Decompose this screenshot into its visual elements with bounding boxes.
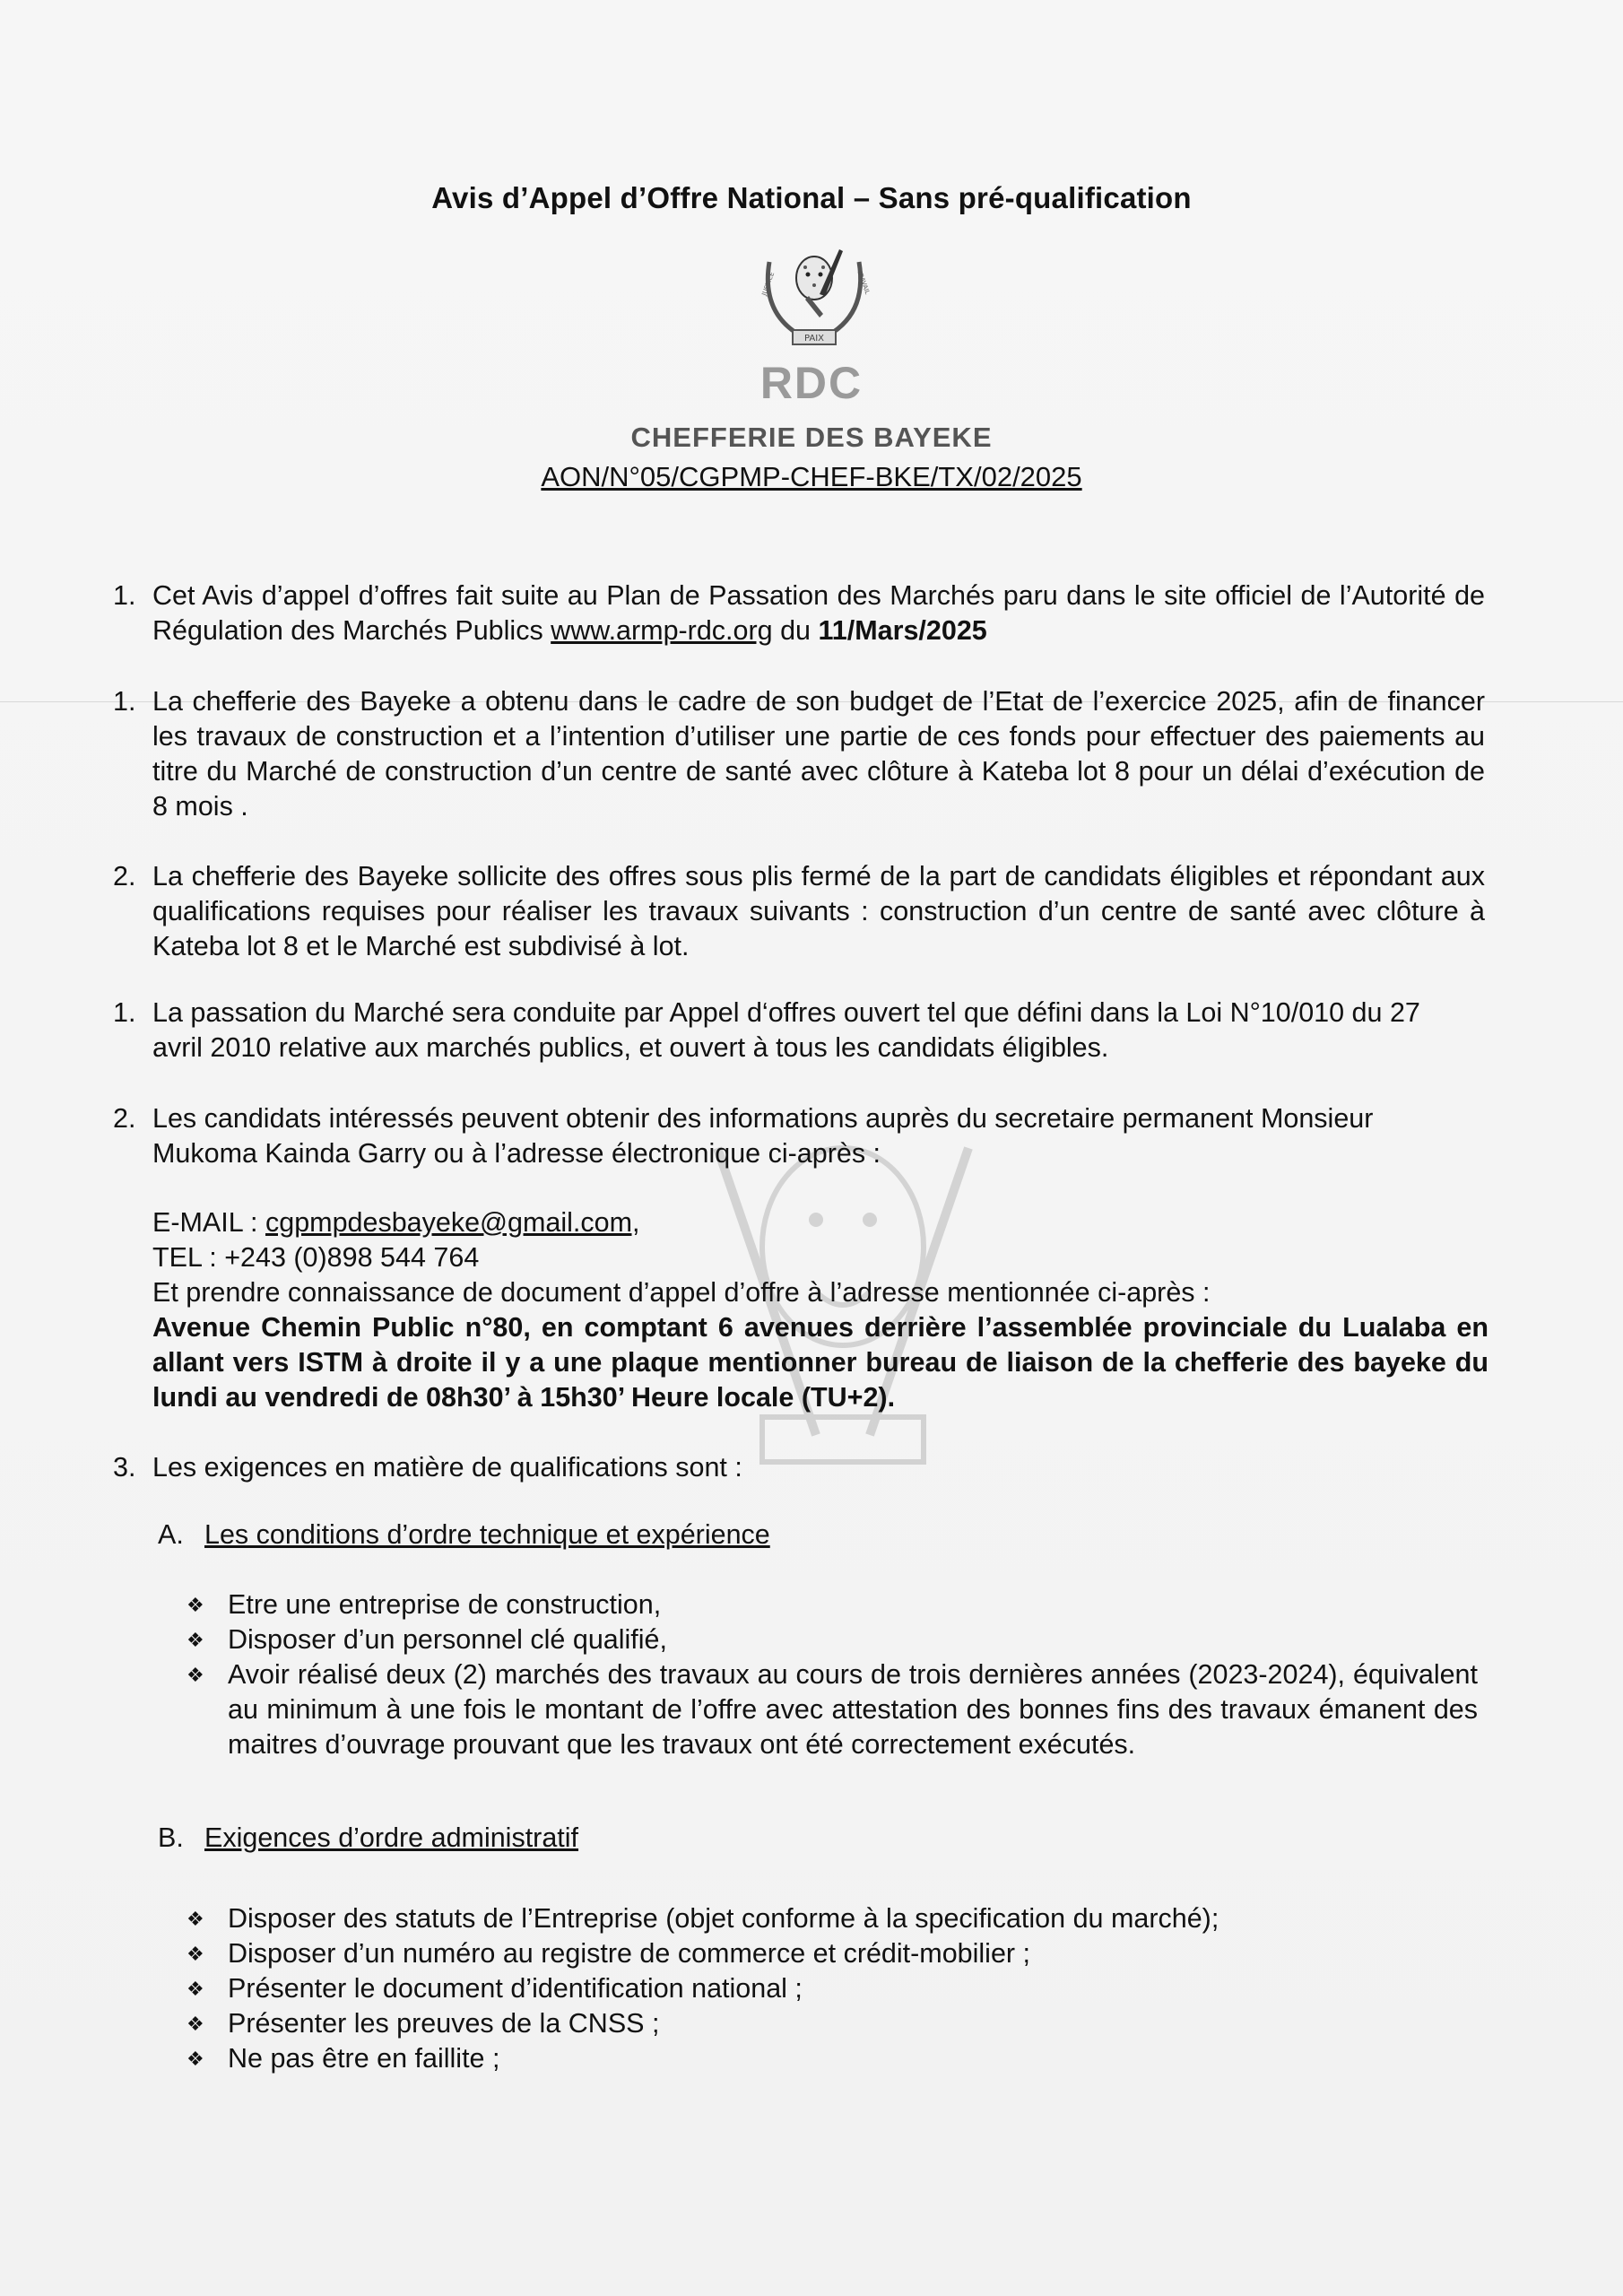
paragraph-text-a: Cet Avis d’appel d’offres fait suite au Plan de Passation des Marchés paru dans le site officiel de l’Autorité de Régulation des Marchés Publics (152, 580, 1485, 646)
country-label: RDC (759, 358, 864, 408)
diamond-bullet-icon: ❖ (187, 2013, 204, 2035)
list-item (187, 1657, 1478, 1762)
paragraph-text: Les candidats intéressés peuvent obtenir des informations auprès du secretaire permanent Monsieur Mukoma Kainda Garry ou à l’adresse électronique ci-après : (152, 1103, 1374, 1169)
rdc-coat-of-arms-icon (742, 244, 886, 361)
list-item-text: Présenter le document d’identification national ; (228, 1973, 803, 2004)
paragraph-number: 2. (113, 861, 136, 891)
diamond-bullet-icon: ❖ (187, 1943, 204, 1965)
list-item (187, 2006, 1478, 2041)
paragraph-number: 1. (113, 580, 136, 611)
paragraph-number: 1. (113, 686, 136, 717)
emblem-right-text: TRAVAIL (855, 268, 872, 296)
emblem-ribbon-text: PAIX (803, 334, 825, 344)
section-a-heading (158, 1518, 770, 1552)
list-item (187, 1622, 1478, 1657)
paragraph-information (113, 1101, 1485, 1171)
diamond-bullet-icon: ❖ (187, 1908, 204, 1930)
notice-title: Avis d’Appel d’Offre National – Sans pré-qualification (431, 181, 1192, 214)
publication-date: 11/Mars/2025 (818, 615, 987, 646)
paragraph-procurement-law (113, 996, 1485, 1065)
diamond-bullet-icon: ❖ (187, 1594, 204, 1616)
paragraph-text (152, 578, 1485, 648)
diamond-bullet-icon: ❖ (187, 1978, 204, 2000)
telephone-line: TEL : +243 (0)898 544 764 (152, 1242, 480, 1273)
email-label: E-MAIL : (152, 1207, 265, 1238)
section-b-heading (158, 1821, 578, 1856)
paragraph-number: 1. (113, 997, 136, 1028)
section-letter: B. (158, 1822, 184, 1853)
email-line (152, 1205, 1488, 1240)
diamond-bullet-icon: ❖ (187, 2048, 204, 2070)
section-letter: A. (158, 1519, 184, 1550)
paragraph-text: Les exigences en matière de qualifications sont : (152, 1452, 742, 1483)
emblem-left-text: JUSTICE (760, 271, 777, 297)
section-title: Exigences d’ordre administratif (204, 1822, 579, 1853)
list-item (187, 1936, 1478, 1971)
paragraph-solicitation (113, 859, 1485, 964)
list-item (187, 1971, 1478, 2006)
paragraph-text: La chefferie des Bayeke a obtenu dans le cadre de son budget de l’Etat de l’exercice 2025, afin de financer les travaux de construction et a l’intention d’utiliser une partie de ces fonds pour effectuer des paiements au titre du Marché de construction d’un centre de santé avec clôture à Kateba lot 8 pour un délai d’exécution de 8 mois . (152, 686, 1485, 822)
list-item-text: Disposer d’un personnel clé qualifié, (228, 1624, 667, 1655)
paragraph-qualifications (113, 1450, 1485, 1485)
reference-number: AON/N°05/CGPMP-CHEF-BKE/TX/02/2025 (541, 461, 1082, 492)
paragraph-number: 3. (113, 1452, 136, 1483)
list-item-text: Disposer d’un numéro au registre de commerce et crédit-mobilier ; (228, 1938, 1031, 1969)
paragraph-budget (113, 684, 1485, 824)
paragraph-text: La passation du Marché sera conduite par Appel d‘offres ouvert tel que défini dans la Loi N°10/010 du 27 avril 2010 relative aux marchés publics, et ouvert à tous les candidats éligibles. (152, 997, 1420, 1063)
paragraph-plan-passation (113, 578, 1485, 648)
email-link[interactable]: cgpmpdesbayeke@gmail.com, (265, 1207, 640, 1238)
list-item-text: Avoir réalisé deux (2) marchés des travaux au cours de trois dernières années (2023-2024), équivalent au minimum à une fois le montant de l’offre avec attestation des bonnes fins des travaux émanent des maitres d’ouvrage prouvant que les travaux ont été correctement exécutés. (228, 1659, 1478, 1760)
section-title: Les conditions d’ordre technique et expérience (204, 1519, 770, 1550)
list-item-text: Présenter les preuves de la CNSS ; (228, 2008, 660, 2039)
list-item-text: Ne pas être en faillite ; (228, 2043, 500, 2074)
list-item (187, 1587, 1478, 1622)
diamond-bullet-icon: ❖ (187, 1629, 204, 1651)
diamond-bullet-icon: ❖ (187, 1664, 204, 1686)
list-item-text: Disposer des statuts de l’Entreprise (objet conforme à la specification du marché); (228, 1903, 1219, 1934)
document-location-line: Et prendre connaissance de document d’appel d’offre à l’adresse mentionnée ci-après : (152, 1277, 1211, 1308)
office-address: Avenue Chemin Public n°80, en comptant 6 avenues derrière l’assemblée provinciale du Lualaba en allant vers ISTM à droite il y a une plaque mentionner bureau de liaison de la chefferie des bayeke du lundi au vendredi de 08h30’ à 15h30’ Heure locale (TU+2). (152, 1312, 1488, 1413)
list-item (187, 2041, 1478, 2076)
paragraph-text-b: du (772, 615, 819, 646)
paragraph-number: 2. (113, 1103, 136, 1134)
paragraph-text: La chefferie des Bayeke sollicite des offres sous plis fermé de la part de candidats éligibles et répondant aux qualifications requises pour réaliser les travaux suivants : construction d’un centre de santé avec clôture à Kateba lot 8 et le Marché est subdivisé à lot. (152, 861, 1485, 961)
armp-link[interactable]: www.armp-rdc.org (551, 615, 773, 646)
list-item-text: Etre une entreprise de construction, (228, 1589, 662, 1620)
list-item (187, 1901, 1478, 1936)
organization-name: CHEFFERIE DES BAYEKE (630, 422, 993, 453)
